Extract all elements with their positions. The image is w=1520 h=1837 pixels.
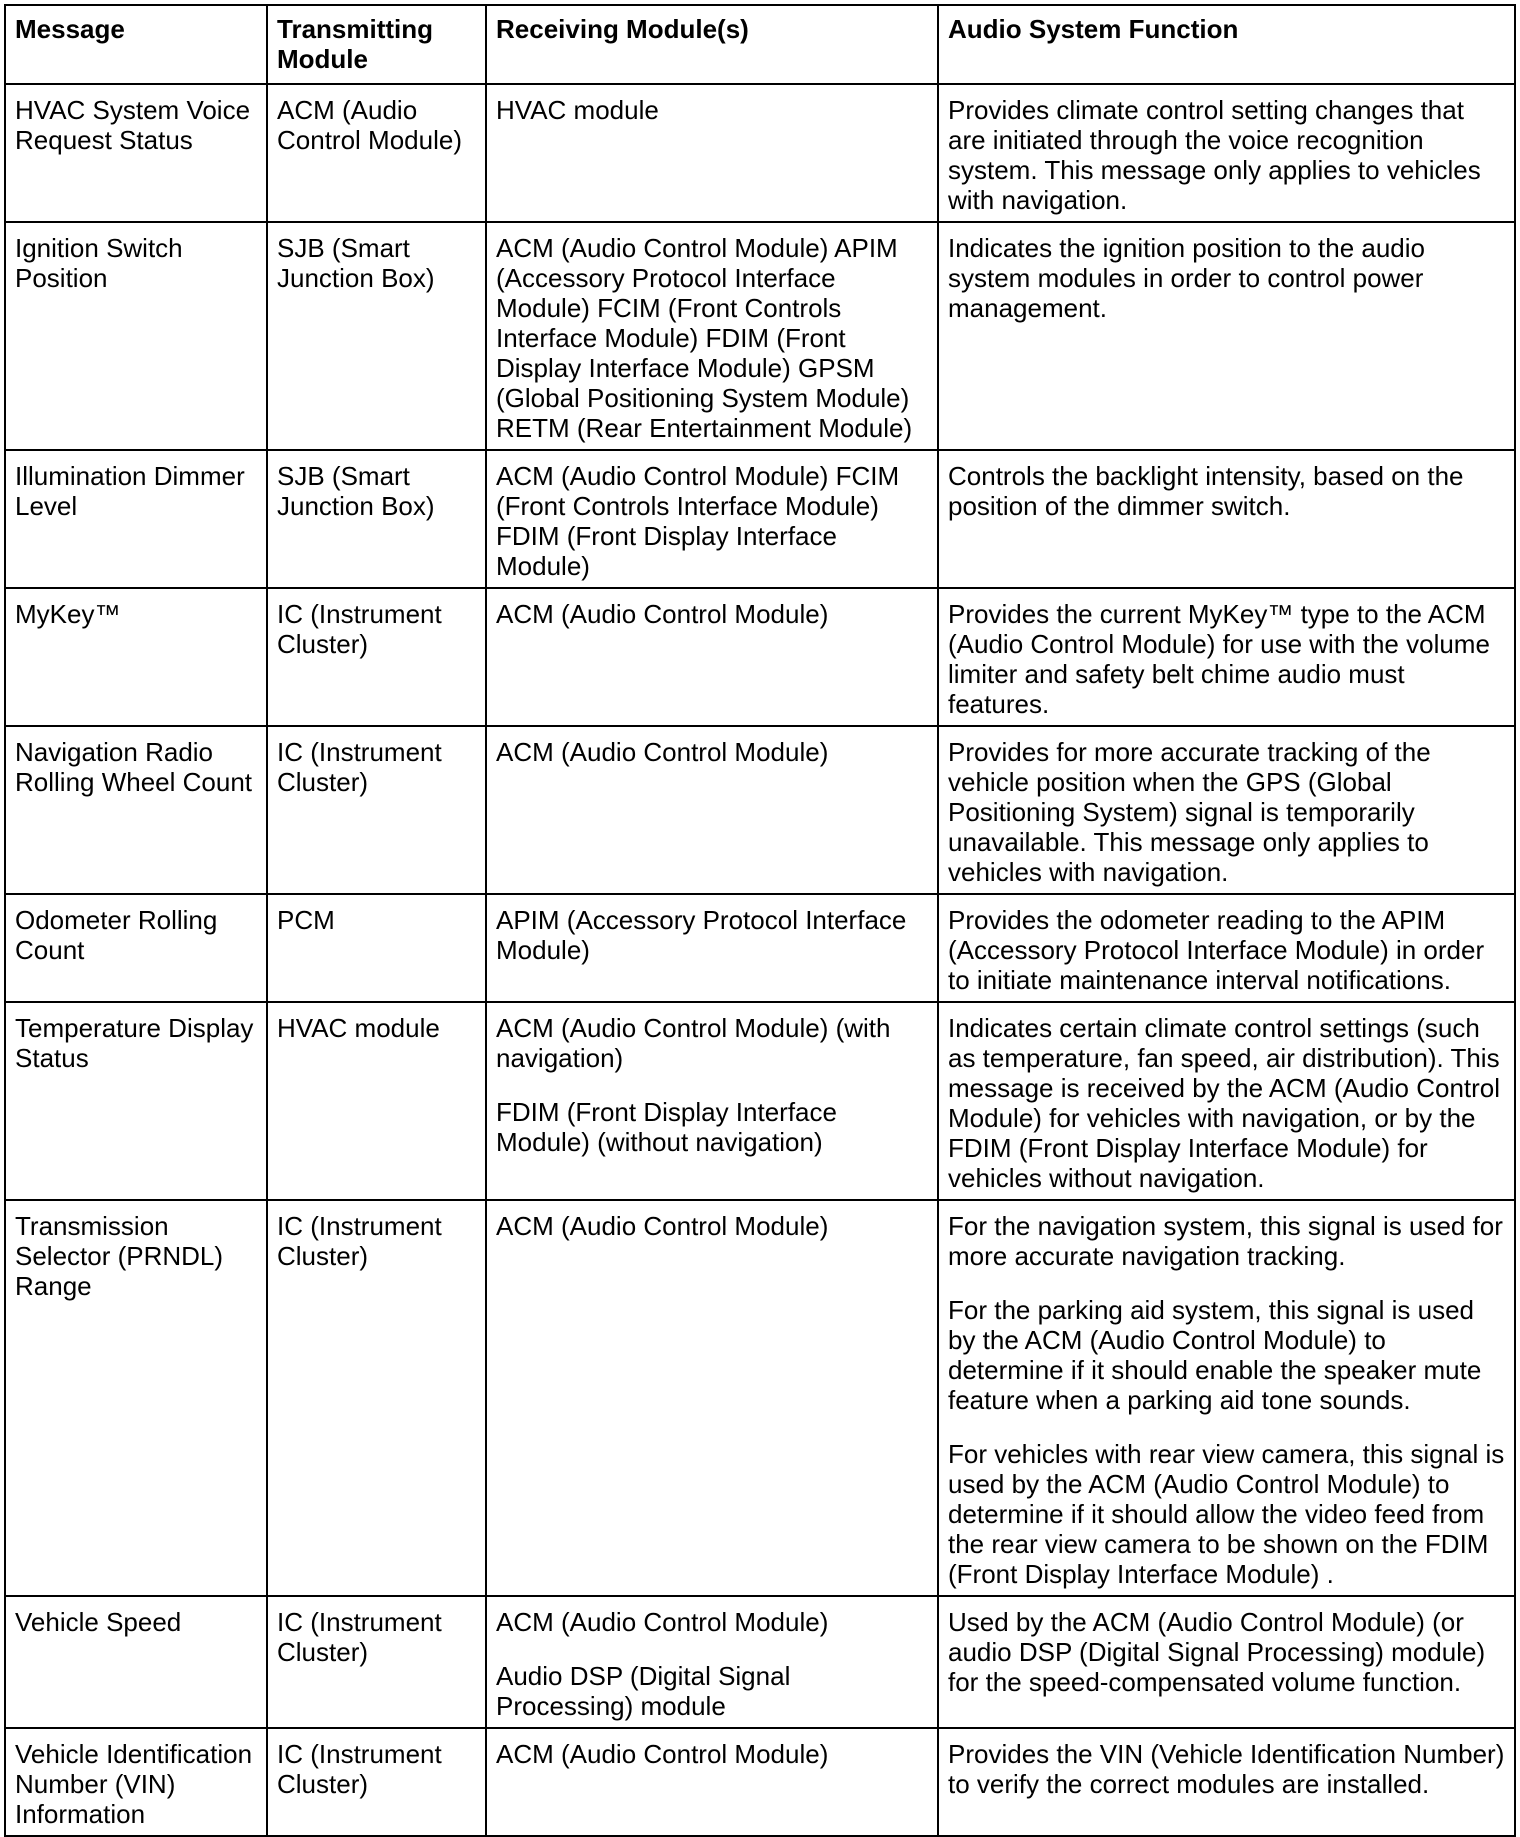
table-row xyxy=(5,1200,1515,1596)
audio-function-cell-paragraph: Controls the backlight intensity, based on the position of the dimmer switch. xyxy=(948,461,1464,521)
audio-function-cell xyxy=(938,726,1515,894)
receiving-modules-cell-paragraph: APIM (Accessory Protocol Interface Module) xyxy=(496,905,907,965)
audio-function-cell xyxy=(938,222,1515,450)
message-cell: Odometer Rolling Count xyxy=(5,894,267,1002)
table-row xyxy=(5,222,1515,450)
message-cell: Transmission Selector (PRNDL) Range xyxy=(5,1200,267,1596)
receiving-modules-cell xyxy=(486,1002,938,1200)
receiving-modules-cell-paragraph: ACM (Audio Control Module) xyxy=(496,1739,829,1769)
table-body xyxy=(5,84,1515,1836)
audio-function-cell xyxy=(938,1728,1515,1836)
audio-function-cell-paragraph: Provides the current MyKey™ type to the ACM (Audio Control Module) for use with the volume limiter and safety belt chime audio must features. xyxy=(948,599,1490,719)
audio-function-cell-paragraph: Provides the VIN (Vehicle Identification Number) to verify the correct modules are installed. xyxy=(948,1739,1505,1799)
message-cell: MyKey™ xyxy=(5,588,267,726)
table-row xyxy=(5,450,1515,588)
receiving-modules-cell xyxy=(486,84,938,222)
transmitting-module-cell: ACM (Audio Control Module) xyxy=(267,84,486,222)
receiving-modules-cell xyxy=(486,1200,938,1596)
table-row xyxy=(5,84,1515,222)
receiving-modules-cell-paragraph: Audio DSP (Digital Signal Processing) module xyxy=(496,1661,791,1721)
receiving-modules-cell xyxy=(486,726,938,894)
audio-function-cell xyxy=(938,84,1515,222)
audio-function-cell xyxy=(938,894,1515,1002)
audio-function-cell-paragraph: Indicates certain climate control settings (such as temperature, fan speed, air distribution). This message is received by the ACM (Audio Control Module) for vehicles with navigation, or by the FDIM (Front Display Interface Module) for vehicles without navigation. xyxy=(948,1013,1501,1193)
table-row xyxy=(5,1002,1515,1200)
audio-function-cell xyxy=(938,450,1515,588)
receiving-modules-cell xyxy=(486,222,938,450)
receiving-modules-cell-paragraph: HVAC module xyxy=(496,95,659,125)
message-cell: Vehicle Speed xyxy=(5,1596,267,1728)
receiving-modules-cell xyxy=(486,588,938,726)
transmitting-module-cell: SJB (Smart Junction Box) xyxy=(267,222,486,450)
audio-function-cell-paragraph: Provides climate control setting changes that are initiated through the voice recognition system. This message only applies to vehicles with navigation. xyxy=(948,95,1481,215)
audio-function-cell-paragraph: Provides the odometer reading to the APIM (Accessory Protocol Interface Module) in order to initiate maintenance interval notifications. xyxy=(948,905,1485,995)
receiving-modules-cell xyxy=(486,1728,938,1836)
audio-function-cell-paragraph: For the parking aid system, this signal is used by the ACM (Audio Control Module) to determine if it should enable the speaker mute feature when a parking aid tone sounds. xyxy=(948,1295,1482,1415)
message-cell: HVAC System Voice Request Status xyxy=(5,84,267,222)
audio-function-cell xyxy=(938,1596,1515,1728)
receiving-modules-cell-paragraph: ACM (Audio Control Module) xyxy=(496,1607,829,1637)
receiving-modules-cell xyxy=(486,1596,938,1728)
header-receiving-modules: Receiving Module(s) xyxy=(486,5,938,84)
audio-function-cell-paragraph: Indicates the ignition position to the audio system modules in order to control power management. xyxy=(948,233,1426,323)
message-cell: Illumination Dimmer Level xyxy=(5,450,267,588)
receiving-modules-cell-paragraph: ACM (Audio Control Module) xyxy=(496,599,829,629)
audio-function-cell xyxy=(938,1002,1515,1200)
transmitting-module-cell: IC (Instrument Cluster) xyxy=(267,1596,486,1728)
transmitting-module-cell: IC (Instrument Cluster) xyxy=(267,588,486,726)
table-row xyxy=(5,894,1515,1002)
audio-function-cell-paragraph: For vehicles with rear view camera, this signal is used by the ACM (Audio Control Module) to determine if it should allow the video feed from the rear view camera to be shown on the FDIM (Front Display Interface Module) . xyxy=(948,1439,1505,1589)
receiving-modules-cell-paragraph: ACM (Audio Control Module) xyxy=(496,737,829,767)
table-row xyxy=(5,1596,1515,1728)
audio-function-cell xyxy=(938,1200,1515,1596)
transmitting-module-cell: HVAC module xyxy=(267,1002,486,1200)
audio-function-cell-paragraph: For the navigation system, this signal is used for more accurate navigation tracking. xyxy=(948,1211,1503,1271)
transmitting-module-cell: SJB (Smart Junction Box) xyxy=(267,450,486,588)
receiving-modules-cell-paragraph: ACM (Audio Control Module) FCIM (Front Controls Interface Module) FDIM (Front Display Interface Module) xyxy=(496,461,900,581)
header-transmitting-module: Transmitting Module xyxy=(267,5,486,84)
transmitting-module-cell: IC (Instrument Cluster) xyxy=(267,1728,486,1836)
message-cell: Navigation Radio Rolling Wheel Count xyxy=(5,726,267,894)
message-table xyxy=(4,4,1516,1837)
table-row xyxy=(5,726,1515,894)
receiving-modules-cell-paragraph: ACM (Audio Control Module) xyxy=(496,1211,829,1241)
audio-function-cell xyxy=(938,588,1515,726)
receiving-modules-cell-paragraph: ACM (Audio Control Module) APIM (Accessory Protocol Interface Module) FCIM (Front Controls Interface Module) FDIM (Front Display Interface Module) GPSM (Global Positioning System Module) RETM (Rear Entertainment Module) xyxy=(496,233,913,443)
message-cell: Vehicle Identification Number (VIN) Information xyxy=(5,1728,267,1836)
receiving-modules-cell-paragraph: ACM (Audio Control Module) (with navigation) xyxy=(496,1013,891,1073)
receiving-modules-cell-paragraph: FDIM (Front Display Interface Module) (without navigation) xyxy=(496,1097,837,1157)
receiving-modules-cell xyxy=(486,450,938,588)
message-cell: Ignition Switch Position xyxy=(5,222,267,450)
receiving-modules-cell xyxy=(486,894,938,1002)
audio-function-cell-paragraph: Provides for more accurate tracking of the vehicle position when the GPS (Global Positioning System) signal is temporarily unavailable. This message only applies to vehicles with navigation. xyxy=(948,737,1431,887)
table-header-row xyxy=(5,5,1515,84)
message-cell: Temperature Display Status xyxy=(5,1002,267,1200)
audio-function-cell-paragraph: Used by the ACM (Audio Control Module) (or audio DSP (Digital Signal Processing) module) for the speed-compensated volume function. xyxy=(948,1607,1486,1697)
transmitting-module-cell: IC (Instrument Cluster) xyxy=(267,1200,486,1596)
header-message: Message xyxy=(5,5,267,84)
header-audio-system-function: Audio System Function xyxy=(938,5,1515,84)
table-row xyxy=(5,1728,1515,1836)
table-row xyxy=(5,588,1515,726)
transmitting-module-cell: IC (Instrument Cluster) xyxy=(267,726,486,894)
transmitting-module-cell: PCM xyxy=(267,894,486,1002)
